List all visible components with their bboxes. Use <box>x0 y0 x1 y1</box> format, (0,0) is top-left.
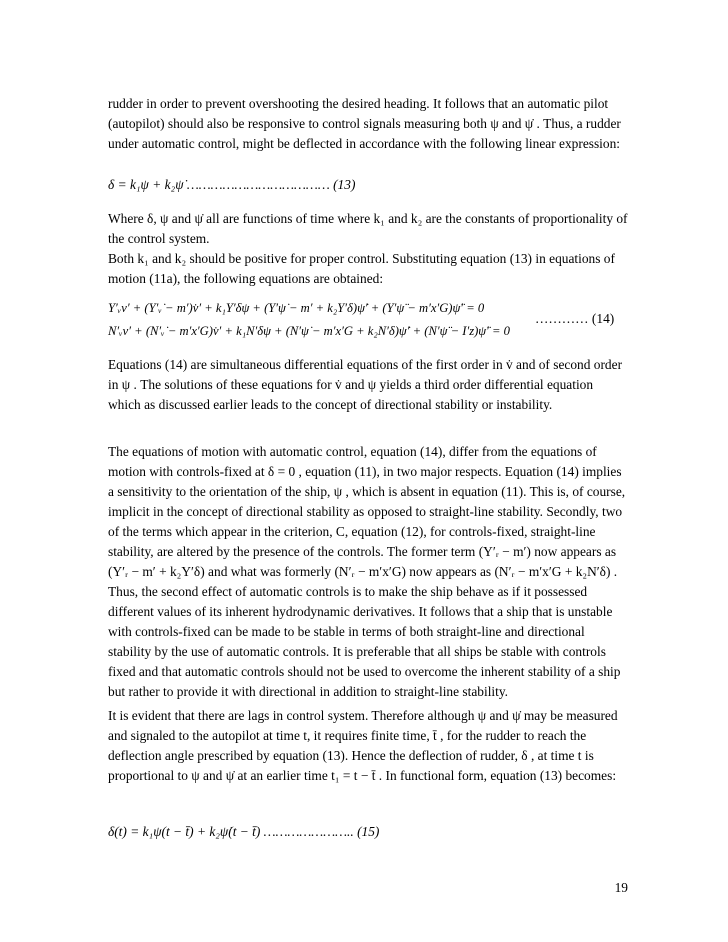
equation-14-number: ………… (14) <box>535 311 615 326</box>
paragraph-autopilot-intro: rudder in order to prevent overshooting the desired heading. It follows that an automatic pilot (autopilot) should also be responsive to control signals measuring both ψ and ψ̇ . Thus, a rudder under automatic control, might be deflected in accordance with the following linear expression: <box>108 96 621 151</box>
page-number: 19 <box>614 880 628 895</box>
equation-14-line-1: Y′ᵥv′ + (Y′ᵥ̇ − m′)v̇′ + k₁Y′δψ + (Y′ψ̇ − m′ + k₂Y′δ)ψ̇′ + (Y′ψ̈ − m′x′G)ψ̈′ = 0 <box>108 301 485 315</box>
equation-13: δ = k₁ψ + k₂ψ̇ ……………………………… (13) <box>108 177 356 192</box>
paragraph-simultaneous-equations: Equations (14) are simultaneous differential equations of the first order in v̇ and of second order in ψ . The solutions of these equations for v̇ and ψ yields a third order differential equation which as discussed earlier leads to the concept of directional stability or instability. <box>108 357 623 412</box>
paragraph-where: Where δ, ψ and ψ̇ all are functions of time where k₁ and k₂ are the constants of proportionality of the control system. <box>108 211 628 246</box>
paragraph-both-k: Both k₁ and k₂ should be positive for proper control. Substituting equation (13) in equations of motion (11a), the following equations are obtained: <box>108 251 615 286</box>
equation-14-line-2: N′ᵥv′ + (N′ᵥ̇ − m′x′G)v̇′ + k₁N′δψ + (N′ψ̇ − m′x′G + k₂N′δ)ψ̇′ + (N′ψ̈ − I′z)ψ̈′ = 0 <box>108 324 510 338</box>
paragraph-control-lags: It is evident that there are lags in control system. Therefore although ψ and ψ̇ may be measured and signaled to the autopilot at time t, it requires finite time, t̄ , for the rudder to reach the deflection angle prescribed by equation (13). Hence the deflection of rudder, δ , at time t is proportional to ψ and ψ̇ at an earlier time t₁ = t − t̄ . In functional form, equation (13) becomes: <box>108 708 618 783</box>
paragraph-automatic-control-differences: The equations of motion with automatic control, equation (14), differ from the equations of motion with controls-fixed at δ = 0 , equation (11), in two major respects. Equation (14) implies a sensitivity to the orientation of the ship, ψ , which is absent in equation (11). This is, of course, implicit in the concept of directional stability as opposed to straight-line stability. Secondly, two of the terms which appear in the criterion, C, equation (12), for controls-fixed, straight-line stability, are altered by the presence of the controls. The former term (Y′ᵣ − m′) now appears as (Y′ᵣ − m′ + k₂Y′δ) and what was formerly (N′ᵣ − m′x′G) now appears as (N′ᵣ − m′x′G + k₂N′δ) . Thus, the second effect of automatic controls is to make the ship behave as if it possessed different values of its inherent hydrodynamic derivatives. It follows that a ship that is unstable with controls-fixed can be made to be stable in terms of both straight-line and directional stability by the use of automatic controls. It is preferable that all ships be stable with controls fixed and that automatic controls should not be used to overcome the inherent stability of a ship but rather to provide it with directional in addition to straight-line stability. <box>108 444 626 699</box>
equation-15: δ(t) = k₁ψ(t − t̄) + k₂ψ̇(t − t̄) ………………….. (15) <box>108 824 380 839</box>
